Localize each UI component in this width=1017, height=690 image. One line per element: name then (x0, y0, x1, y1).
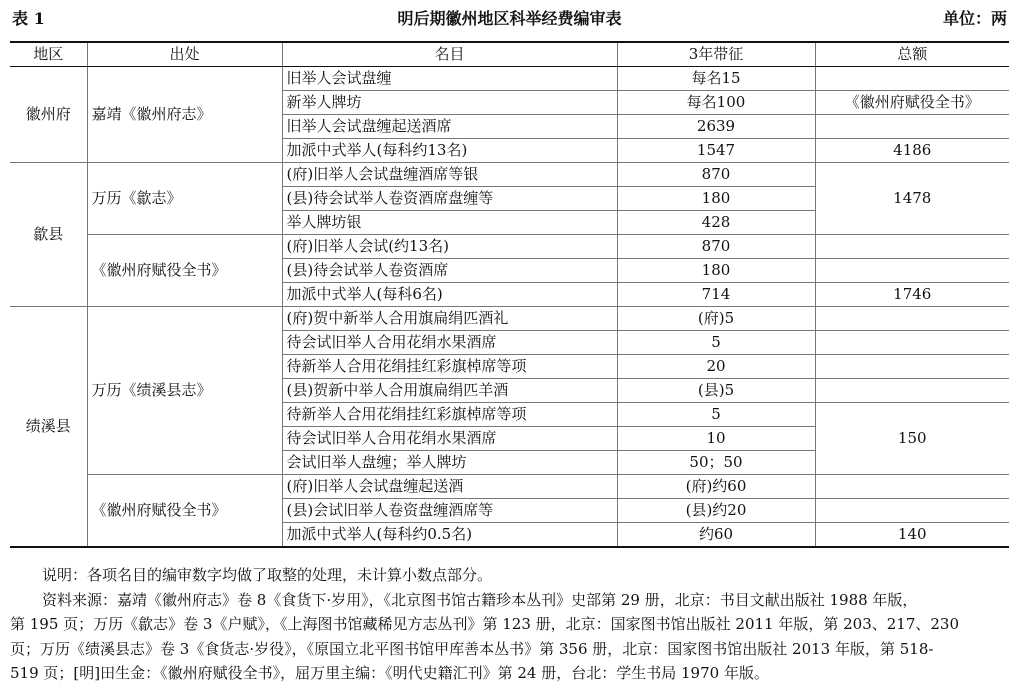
amount-cell: (府)5 (617, 307, 815, 331)
item-cell: 旧举人会试盘缠 (282, 67, 617, 91)
explanation-note: 说明：各项名目的编审数字均做了取整的处理，未计算小数点部分。 (42, 566, 493, 584)
region-cell: 绩溪县 (10, 307, 87, 548)
item-cell: (县)待会试举人卷资酒席盘缠等 (282, 187, 617, 211)
total-cell (815, 475, 1009, 499)
notes-section (10, 563, 1009, 686)
column-header: 3年带征 (617, 42, 815, 67)
total-cell (815, 235, 1009, 259)
table-title: 明后期徽州地区科举经费编审表 (397, 9, 622, 28)
source-note-line: 519 页；[明]田生金：《徽州府赋役全书》，屈万里主编：《明代史籍汇刊》第 24 册，台北：学生书局 1970 年版。 (10, 664, 769, 682)
column-header: 名目 (282, 42, 617, 67)
item-cell: (府)贺中新举人合用旗扁绢匹酒礼 (282, 307, 617, 331)
source-cell: 《徽州府赋役全书》 (87, 475, 282, 548)
amount-cell: 每名100 (617, 91, 815, 115)
source-note-line: 页；万历《绩溪县志》卷 3《食货志·岁役》，《原国立北平图书馆甲库善本丛书》第 356 册，北京：国家图书馆出版社 2013 年版，第 518- (10, 639, 934, 658)
amount-cell: 2639 (617, 115, 815, 139)
amount-cell: 10 (617, 427, 815, 451)
item-cell: (府)旧举人会试盘缠起送酒 (282, 475, 617, 499)
item-cell: 加派中式举人(每科约13名) (282, 139, 617, 163)
item-cell: 旧举人会试盘缠起送酒席 (282, 115, 617, 139)
item-cell: (县)会试旧举人卷资盘缠酒席等 (282, 499, 617, 523)
total-cell (815, 115, 1009, 139)
total-cell (815, 307, 1009, 331)
table-row (10, 235, 1009, 259)
amount-cell: 180 (617, 259, 815, 283)
amount-cell: 1547 (617, 139, 815, 163)
amount-cell: (县)约20 (617, 499, 815, 523)
item-cell: (府)旧举人会试(约13名) (282, 235, 617, 259)
unit-label: 单位：两 (942, 9, 1007, 28)
source-cell: 嘉靖《徽州府志》 (87, 67, 282, 163)
amount-cell: 180 (617, 187, 815, 211)
amount-cell: 50；50 (617, 451, 815, 475)
funding-table (10, 41, 1009, 548)
header-row (10, 42, 1009, 67)
item-cell: 会试旧举人盘缠；举人牌坊 (282, 451, 617, 475)
total-cell (815, 379, 1009, 403)
total-cell: 140 (815, 523, 1009, 548)
amount-cell: (府)约60 (617, 475, 815, 499)
source-note-line: 第 195 页；万历《歙志》卷 3《户赋》，《上海图书馆藏稀见方志丛刊》第 123 册，北京：国家图书馆出版社 2011 年版，第 203、217、230 (10, 615, 960, 633)
item-cell: 待会试旧举人合用花绢水果酒席 (282, 331, 617, 355)
item-cell: 待新举人合用花绢挂红彩旗棹席等项 (282, 403, 617, 427)
amount-cell: 870 (617, 235, 815, 259)
amount-cell: 428 (617, 211, 815, 235)
column-header: 地区 (10, 42, 87, 67)
total-cell (815, 67, 1009, 91)
item-cell: (县)待会试举人卷资酒席 (282, 259, 617, 283)
item-cell: 举人牌坊银 (282, 211, 617, 235)
item-cell: 加派中式举人(每科约0.5名) (282, 523, 617, 548)
total-cell: 1478 (815, 163, 1009, 235)
total-cell: 1746 (815, 283, 1009, 307)
item-cell: 加派中式举人(每科6名) (282, 283, 617, 307)
source-note-line: 资料来源：嘉靖《徽州府志》卷 8《食货下·岁用》，《北京图书馆古籍珍本丛刊》史部第 29 册，北京：书目文献出版社 1988 年版， (42, 590, 918, 609)
item-cell: 待会试旧举人合用花绢水果酒席 (282, 427, 617, 451)
item-cell: 待新举人合用花绢挂红彩旗棹席等项 (282, 355, 617, 379)
total-cell (815, 355, 1009, 379)
total-cell: 150 (815, 403, 1009, 475)
total-cell (815, 499, 1009, 523)
total-cell (815, 259, 1009, 283)
item-cell: (府)旧举人会试盘缠酒席等银 (282, 163, 617, 187)
source-cell: 万历《绩溪县志》 (87, 307, 282, 475)
source-cell: 《徽州府赋役全书》 (87, 235, 282, 307)
amount-cell: 每名15 (617, 67, 815, 91)
amount-cell: 870 (617, 163, 815, 187)
table-row (10, 475, 1009, 499)
region-cell: 歙县 (10, 163, 87, 307)
table-header (10, 6, 1009, 28)
amount-cell: 714 (617, 283, 815, 307)
amount-cell: 20 (617, 355, 815, 379)
table-row (10, 163, 1009, 187)
source-cell: 万历《歙志》 (87, 163, 282, 235)
total-cell: 4186 (815, 139, 1009, 163)
total-cell: 《徽州府赋役全书》 (815, 91, 1009, 115)
amount-cell: 5 (617, 403, 815, 427)
column-header: 出处 (87, 42, 282, 67)
column-header: 总额 (815, 42, 1009, 67)
amount-cell: 约60 (617, 523, 815, 548)
table-label: 表 1 (12, 9, 45, 28)
amount-cell: (县)5 (617, 379, 815, 403)
item-cell: 新举人牌坊 (282, 91, 617, 115)
table-row (10, 67, 1009, 91)
item-cell: (县)贺新中举人合用旗扁绢匹羊酒 (282, 379, 617, 403)
table-row (10, 307, 1009, 331)
total-cell (815, 331, 1009, 355)
table-body (10, 67, 1009, 548)
amount-cell: 5 (617, 331, 815, 355)
region-cell: 徽州府 (10, 67, 87, 163)
